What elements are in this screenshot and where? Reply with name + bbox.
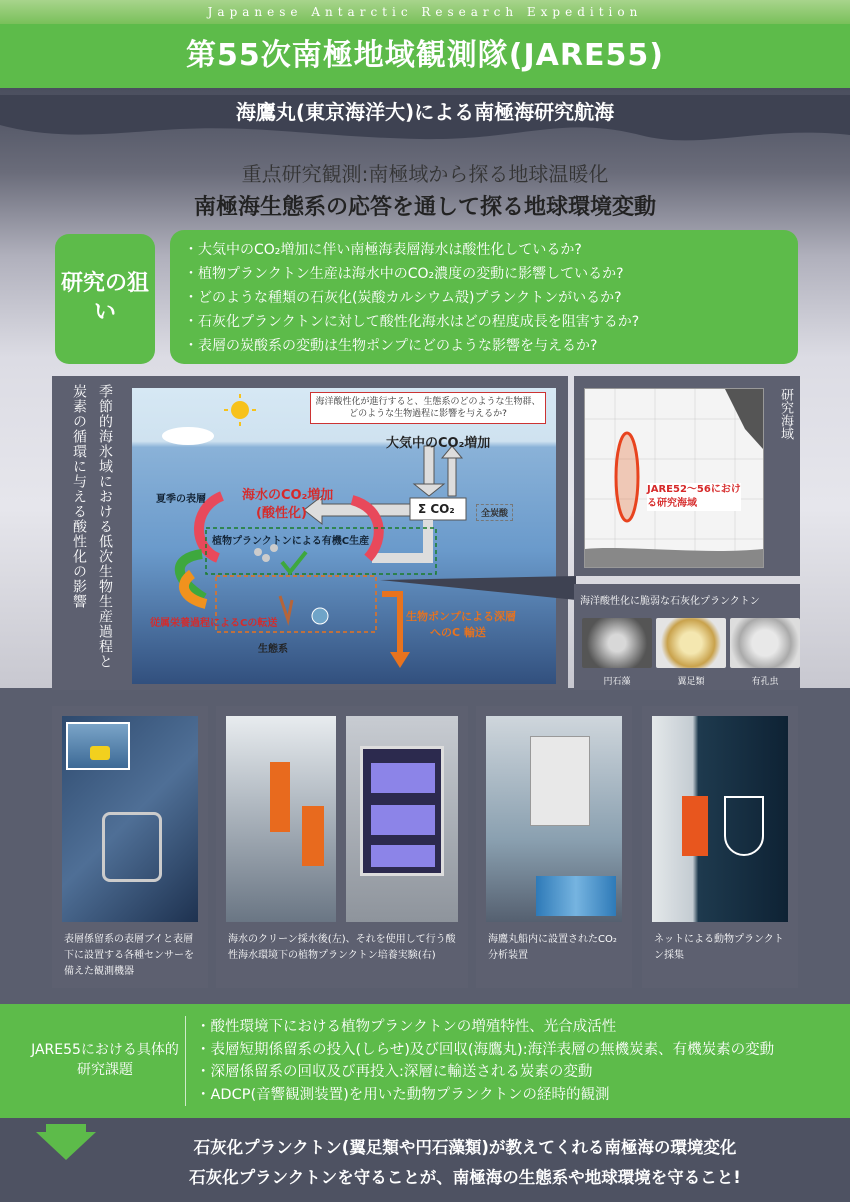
pump-arrow (382, 594, 400, 656)
antarctica-shape (585, 548, 763, 567)
map-graphics (585, 389, 763, 567)
task-item: ・ 深層係留系の回収及び再投入:深層に輸送される炭素の変動 (196, 1061, 774, 1084)
goal-item: ・ どのような種類の石灰化(炭酸カルシウム殻)プランクトンがいるか? (184, 286, 784, 310)
carbon-cycle-diagram (132, 388, 556, 684)
gas-cylinders (536, 876, 616, 916)
co2-analyzer-photo (486, 716, 622, 922)
photo-caption: ネットによる動物プランクトン採集 (654, 934, 784, 961)
page-title: 第55次南極地域観測隊(JARE55) (0, 24, 850, 88)
incubator-shape (360, 746, 444, 876)
connector-graphic (380, 576, 576, 600)
goal-item: ・ 植物プランクトン生産は海水中のCO₂濃度の変動に影響しているか? (184, 262, 784, 286)
diagram-side-title-2: 炭素の循環に与える酸性化の影響 (71, 384, 87, 609)
map-title: 研究海域 (778, 388, 793, 440)
conclusion-line-1: 石灰化プランクトン(翼足類や円石藻類)が教えてくれる南極海の環境変化 (193, 1138, 737, 1157)
focus-heading: 重点研究観測:南極域から探る地球温暖化 (241, 162, 609, 186)
goals-label: 研究の狙い (55, 234, 155, 364)
photo-caption: 海水のクリーン採水後(左)、それを使用して行う酸性海水環境下の植物プランクトン培養実験(右) (228, 934, 456, 961)
net-sampling-photo (652, 716, 788, 922)
goal-item: ・ 石灰化プランクトンに対して酸性化海水はどの程度成長を阻害するか? (184, 310, 784, 334)
culture-bottles (371, 845, 435, 867)
summer-surface-label: 夏季の表層 (156, 494, 206, 505)
pump-label-2: へのC 輸送 (430, 626, 486, 639)
ecosystem-label: 生態系 (258, 644, 288, 655)
task-item: ・ 表層短期係留系の投入(しらせ)及び回収(海鷹丸):海洋表層の無機炭素、有機炭素の変動 (196, 1039, 774, 1062)
mooring-photo (62, 716, 198, 922)
goal-item: ・ 大気中のCO₂増加に伴い南極海表層海水は酸性化しているか? (184, 238, 784, 262)
photo-card (216, 706, 468, 988)
study-area-ellipse (616, 433, 638, 521)
photo-card (642, 706, 798, 988)
heterotroph-label: 従属栄養過程によるCの転送 (150, 618, 278, 629)
sampling-photo (226, 716, 336, 922)
goals-list (170, 230, 798, 364)
copepod-icon (280, 596, 292, 620)
diagram-note: 海洋酸性化が進行すると、生態系のどのような生物群、どのような生物過程に影響を与えるか? (310, 392, 546, 424)
conclusion-line-2: 石灰化プランクトンを守ることが、南極海の生態系や地球環境を守ること! (189, 1168, 741, 1187)
sigma-co2-label: Σ CO₂ (418, 502, 455, 516)
plankton-net (724, 796, 764, 856)
plankton-caption: 翼足類 (677, 677, 705, 687)
coccolith-photo (582, 618, 652, 668)
atm-co2-label: 大気中のCO₂増加 (386, 436, 491, 451)
photo-card (476, 706, 632, 988)
buoy-shape (90, 746, 110, 760)
diagram-side-title-1: 季節的海氷域における低次生物生産過程と (97, 384, 113, 669)
sun-icon (231, 401, 249, 419)
culture-bottles (371, 763, 435, 793)
analyzer-shape (530, 736, 590, 826)
cloud-icon (162, 427, 214, 445)
foraminifera-photo (730, 618, 800, 668)
study-area-label: JARE52〜56における研究海域 (647, 484, 741, 509)
task-item: ・ ADCP(音響観測装置)を用いた動物プランクトンの経時的観測 (196, 1084, 774, 1107)
phyto-label: 植物プランクトンによる有機C生産 (212, 536, 370, 547)
expedition-banner: Japanese Antarctic Research Expedition (0, 0, 850, 24)
worker-shape (682, 796, 708, 856)
acid-label-2: (酸性化) (256, 506, 307, 521)
conclusion-band (0, 1118, 850, 1202)
plankton-caption: 円石藻 (603, 677, 631, 687)
plankton-title: 海洋酸性化に脆弱な石灰化プランクトン (580, 596, 760, 607)
pteropod-icon (312, 608, 328, 624)
pteropod-photo (656, 618, 726, 668)
task-item: ・ 酸性環境下における植物プランクトンの増殖特性、光合成活性 (196, 1016, 774, 1039)
acid-label-1: 海水のCO₂増加 (242, 488, 334, 503)
buoy-inset-photo (66, 722, 130, 770)
photo-caption: 表層係留系の表層ブイと表層下に設置する各種センサーを備えた観測機器 (64, 934, 194, 977)
tasks-label: JARE55における具体的研究課題 (31, 1042, 179, 1078)
goal-item: ・ 表層の炭酸系の変動は生物ポンプにどのような影響を与えるか? (184, 334, 784, 358)
tasks-list (196, 1016, 774, 1106)
pump-label-1: 生物ポンプによる深層 (406, 610, 516, 623)
worker-shape (270, 762, 290, 832)
co2-down-arrow (414, 484, 444, 496)
focus-theme: 南極海生態系の応答を通して探る地球環境変動 (193, 195, 656, 220)
total-carbon-label: 全炭酸 (476, 504, 513, 521)
worker-shape (302, 806, 324, 866)
photo-caption: 海鷹丸船内に設置されたCO₂分析装置 (488, 934, 617, 961)
photo-card (52, 706, 208, 988)
instrument-frame (102, 812, 162, 882)
study-area-map (584, 388, 764, 568)
incubator-photo (346, 716, 458, 922)
phyto-icon (282, 552, 306, 572)
tasks-divider (185, 1016, 186, 1106)
subtitle: 海鷹丸(東京海洋大)による南極海研究航海 (235, 100, 615, 124)
plankton-caption: 有孔虫 (751, 677, 779, 687)
red-curve-left (199, 496, 222, 558)
culture-bottles (371, 805, 435, 835)
